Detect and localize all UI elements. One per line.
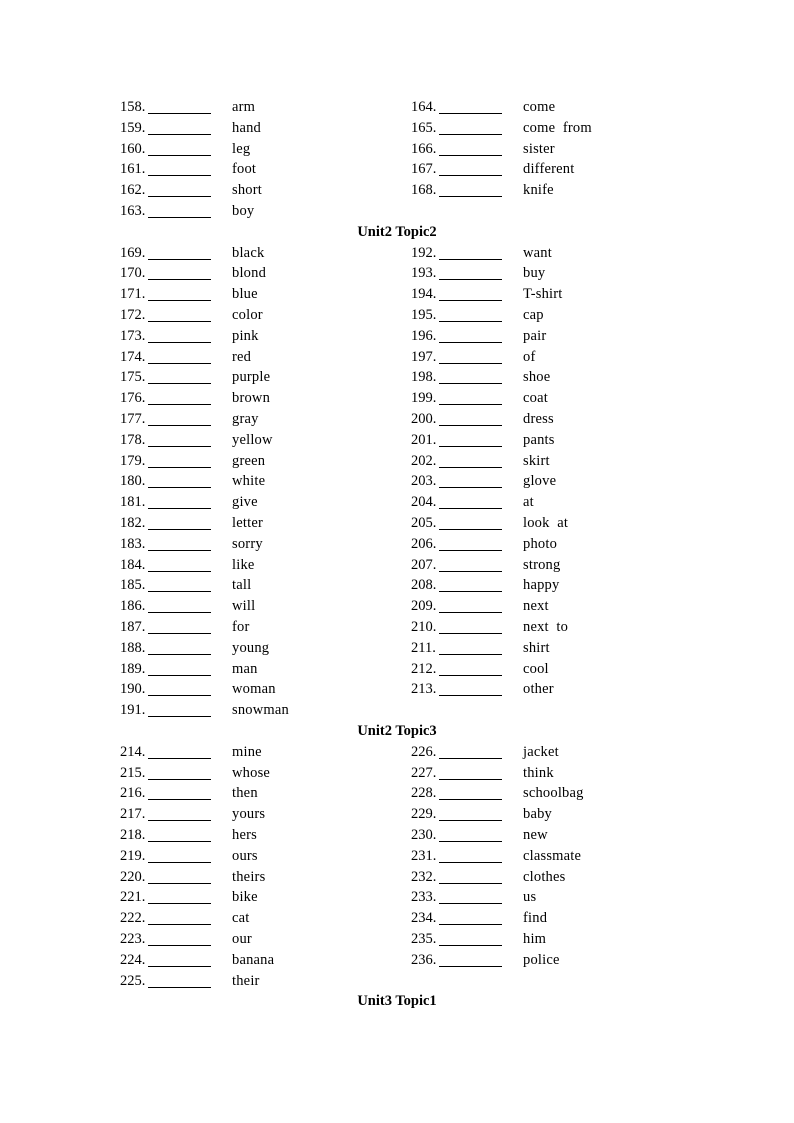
vocab-item bbox=[0, 575, 794, 596]
vocab-word: pair bbox=[523, 327, 547, 344]
answer-blank[interactable] bbox=[439, 529, 502, 530]
vocab-word: think bbox=[523, 764, 554, 781]
vocab-word: us bbox=[523, 889, 537, 906]
item-number: 163. bbox=[120, 203, 146, 219]
vocab-word: young bbox=[232, 639, 270, 656]
vocab-item bbox=[0, 243, 794, 264]
item-number: 182. bbox=[120, 515, 146, 531]
vocab-item bbox=[0, 679, 794, 700]
vocab-word: for bbox=[232, 619, 250, 635]
answer-blank[interactable] bbox=[439, 321, 502, 322]
vocab-word: pants bbox=[523, 431, 555, 448]
item-number: 171. bbox=[120, 286, 146, 303]
item-number: 204. bbox=[411, 494, 437, 511]
item-number: 166. bbox=[411, 140, 437, 157]
vocab-word: brown bbox=[232, 390, 271, 407]
vocab-word: cap bbox=[523, 307, 544, 323]
vocab-item bbox=[0, 97, 794, 118]
item-number: 203. bbox=[411, 473, 437, 490]
vocab-item bbox=[0, 118, 794, 139]
item-number: 235. bbox=[411, 931, 437, 947]
answer-blank[interactable] bbox=[439, 779, 502, 780]
vocab-item bbox=[0, 742, 794, 763]
vocab-item bbox=[0, 513, 794, 534]
vocab-word: hand bbox=[232, 119, 261, 136]
vocab-word: skirt bbox=[523, 452, 550, 469]
vocab-item bbox=[0, 804, 794, 825]
item-number: 202. bbox=[411, 452, 437, 469]
answer-blank[interactable] bbox=[439, 342, 502, 343]
vocab-word: next to bbox=[523, 619, 569, 635]
vocab-word: purple bbox=[232, 369, 271, 386]
vocab-word: their bbox=[232, 972, 260, 989]
vocab-word: like bbox=[232, 556, 255, 573]
item-number: 236. bbox=[411, 951, 437, 968]
vocab-item bbox=[0, 846, 794, 867]
vocab-word: letter bbox=[232, 515, 263, 531]
answer-blank[interactable] bbox=[439, 175, 502, 176]
vocab-item bbox=[0, 388, 794, 409]
vocab-item bbox=[0, 451, 794, 472]
answer-blank[interactable] bbox=[148, 217, 211, 218]
vocab-item bbox=[0, 783, 794, 804]
answer-blank[interactable] bbox=[439, 383, 502, 384]
vocab-word: ours bbox=[232, 847, 258, 864]
item-number: 233. bbox=[411, 889, 437, 906]
item-number: 206. bbox=[411, 535, 437, 552]
vocab-word: will bbox=[232, 598, 256, 615]
vocab-word: police bbox=[523, 951, 560, 968]
item-number: 213. bbox=[411, 681, 437, 698]
vocab-item bbox=[0, 700, 794, 721]
vocab-word: at bbox=[523, 494, 534, 511]
vocab-item bbox=[0, 908, 794, 929]
vocab-word: him bbox=[523, 931, 547, 947]
answer-blank[interactable] bbox=[439, 799, 502, 800]
item-number: 162. bbox=[120, 182, 146, 199]
vocab-word: sorry bbox=[232, 535, 263, 552]
vocab-item bbox=[0, 263, 794, 284]
vocab-item bbox=[0, 617, 794, 638]
item-number: 189. bbox=[120, 660, 146, 677]
item-number: 219. bbox=[120, 847, 146, 864]
item-number: 211. bbox=[411, 639, 436, 656]
vocab-word: jacket bbox=[523, 743, 559, 760]
item-number: 179. bbox=[120, 452, 146, 469]
item-number: 161. bbox=[120, 161, 146, 178]
item-number: 183. bbox=[120, 535, 146, 552]
vocab-word: T-shirt bbox=[523, 286, 563, 303]
item-number: 186. bbox=[120, 598, 146, 615]
answer-blank[interactable] bbox=[439, 924, 502, 925]
answer-blank[interactable] bbox=[439, 155, 502, 156]
item-number: 160. bbox=[120, 140, 146, 157]
item-number: 234. bbox=[411, 910, 437, 927]
answer-blank[interactable] bbox=[439, 113, 502, 114]
item-number: 159. bbox=[120, 119, 146, 136]
item-number: 181. bbox=[120, 494, 146, 511]
vocab-word: sister bbox=[523, 140, 555, 157]
section-heading: Unit2 Topic3 bbox=[357, 723, 437, 739]
vocab-word: theirs bbox=[232, 868, 266, 885]
answer-blank[interactable] bbox=[439, 446, 502, 447]
vocab-word: bike bbox=[232, 889, 258, 906]
answer-blank[interactable] bbox=[439, 903, 502, 904]
item-number: 195. bbox=[411, 307, 437, 323]
vocab-word: knife bbox=[523, 182, 554, 199]
answer-blank[interactable] bbox=[439, 571, 502, 572]
item-number: 198. bbox=[411, 369, 437, 386]
vocab-word: woman bbox=[232, 681, 276, 698]
vocab-item bbox=[0, 159, 794, 180]
item-number: 177. bbox=[120, 411, 146, 427]
vocab-word: yellow bbox=[232, 431, 273, 448]
answer-blank[interactable] bbox=[439, 425, 502, 426]
item-number: 205. bbox=[411, 515, 437, 531]
vocab-item bbox=[0, 825, 794, 846]
vocab-word: blond bbox=[232, 265, 267, 282]
vocab-item bbox=[0, 201, 794, 222]
vocab-item bbox=[0, 430, 794, 451]
vocab-word: yours bbox=[232, 806, 266, 823]
item-number: 194. bbox=[411, 286, 437, 303]
answer-blank[interactable] bbox=[439, 404, 502, 405]
vocab-item bbox=[0, 867, 794, 888]
answer-blank[interactable] bbox=[439, 134, 502, 135]
vocab-word: find bbox=[523, 910, 548, 927]
vocab-word: red bbox=[232, 348, 252, 365]
section-heading: Unit3 Topic1 bbox=[357, 993, 437, 1010]
vocab-word: white bbox=[232, 473, 266, 490]
item-number: 165. bbox=[411, 119, 437, 136]
vocab-word: different bbox=[523, 161, 575, 178]
vocab-word: classmate bbox=[523, 847, 582, 864]
answer-blank[interactable] bbox=[439, 279, 502, 280]
item-number: 227. bbox=[411, 764, 437, 781]
vocab-word: baby bbox=[523, 806, 552, 823]
vocab-word: other bbox=[523, 681, 554, 698]
item-number: 201. bbox=[411, 431, 437, 448]
vocab-word: come from bbox=[523, 119, 592, 136]
item-number: 214. bbox=[120, 743, 146, 760]
item-number: 216. bbox=[120, 785, 146, 802]
item-number: 190. bbox=[120, 681, 146, 698]
answer-blank[interactable] bbox=[148, 716, 211, 717]
item-number: 188. bbox=[120, 639, 146, 656]
vocab-item bbox=[0, 471, 794, 492]
vocab-item bbox=[0, 659, 794, 680]
item-number: 218. bbox=[120, 827, 146, 843]
vocab-item bbox=[0, 139, 794, 160]
item-number: 208. bbox=[411, 577, 437, 594]
item-number: 230. bbox=[411, 827, 437, 843]
vocab-item bbox=[0, 596, 794, 617]
answer-blank[interactable] bbox=[439, 196, 502, 197]
item-number: 228. bbox=[411, 785, 437, 802]
answer-blank[interactable] bbox=[439, 591, 502, 592]
answer-blank[interactable] bbox=[439, 758, 502, 759]
answer-blank[interactable] bbox=[439, 841, 502, 842]
item-number: 222. bbox=[120, 910, 146, 927]
item-number: 170. bbox=[120, 265, 146, 282]
vocab-item bbox=[0, 180, 794, 201]
item-number: 180. bbox=[120, 473, 146, 490]
item-number: 212. bbox=[411, 660, 437, 677]
vocab-item bbox=[0, 347, 794, 368]
vocab-word: snowman bbox=[232, 702, 289, 719]
vocab-item bbox=[0, 929, 794, 950]
vocab-item bbox=[0, 492, 794, 513]
vocab-item bbox=[0, 887, 794, 908]
vocab-word: leg bbox=[232, 140, 251, 157]
item-number: 167. bbox=[411, 161, 437, 178]
item-number: 174. bbox=[120, 348, 146, 365]
answer-blank[interactable] bbox=[439, 550, 502, 551]
item-number: 175. bbox=[120, 369, 146, 386]
vocab-item bbox=[0, 971, 794, 992]
item-number: 224. bbox=[120, 951, 146, 968]
item-number: 197. bbox=[411, 348, 437, 365]
answer-blank[interactable] bbox=[439, 467, 502, 468]
answer-blank[interactable] bbox=[439, 487, 502, 488]
vocab-word: mine bbox=[232, 743, 262, 760]
item-number: 217. bbox=[120, 806, 146, 823]
item-number: 184. bbox=[120, 556, 146, 573]
answer-blank[interactable] bbox=[439, 654, 502, 655]
item-number: 225. bbox=[120, 972, 146, 989]
vocab-word: strong bbox=[523, 556, 561, 573]
item-number: 185. bbox=[120, 577, 146, 594]
vocab-word: come bbox=[523, 99, 556, 115]
item-number: 226. bbox=[411, 743, 437, 760]
item-number: 168. bbox=[411, 182, 437, 199]
vocab-word: tall bbox=[232, 577, 252, 594]
vocab-word: green bbox=[232, 452, 266, 469]
vocab-item bbox=[0, 326, 794, 347]
item-number: 200. bbox=[411, 411, 437, 427]
vocab-item bbox=[0, 367, 794, 388]
vocab-word: cat bbox=[232, 910, 250, 927]
answer-blank[interactable] bbox=[439, 945, 502, 946]
item-number: 209. bbox=[411, 598, 437, 615]
answer-blank[interactable] bbox=[439, 259, 502, 260]
vocab-item bbox=[0, 534, 794, 555]
vocab-word: schoolbag bbox=[523, 785, 584, 802]
vocab-word: shirt bbox=[523, 639, 550, 656]
item-number: 231. bbox=[411, 847, 437, 864]
answer-blank[interactable] bbox=[439, 966, 502, 967]
vocab-word: whose bbox=[232, 764, 271, 781]
item-number: 158. bbox=[120, 99, 146, 115]
item-number: 193. bbox=[411, 265, 437, 282]
vocab-word: then bbox=[232, 785, 258, 802]
item-number: 172. bbox=[120, 307, 146, 323]
item-number: 187. bbox=[120, 619, 146, 635]
vocab-word: clothes bbox=[523, 868, 566, 885]
vocab-word: color bbox=[232, 307, 263, 323]
item-number: 207. bbox=[411, 556, 437, 573]
vocab-word: next bbox=[523, 598, 549, 615]
answer-blank[interactable] bbox=[439, 675, 502, 676]
item-number: 199. bbox=[411, 390, 437, 407]
vocab-item bbox=[0, 763, 794, 784]
vocab-word: pink bbox=[232, 327, 259, 344]
vocab-word: give bbox=[232, 494, 258, 511]
item-number: 191. bbox=[120, 702, 146, 719]
vocab-item bbox=[0, 284, 794, 305]
vocab-word: want bbox=[523, 244, 552, 261]
vocab-word: glove bbox=[523, 473, 557, 490]
vocab-word: of bbox=[523, 348, 536, 365]
vocab-word: hers bbox=[232, 827, 257, 843]
section-heading: Unit2 Topic2 bbox=[357, 223, 437, 240]
answer-blank[interactable] bbox=[439, 508, 502, 509]
answer-blank[interactable] bbox=[439, 300, 502, 301]
item-number: 210. bbox=[411, 619, 437, 635]
vocab-word: man bbox=[232, 660, 258, 677]
item-number: 164. bbox=[411, 99, 437, 115]
vocab-word: blue bbox=[232, 286, 258, 303]
vocab-item bbox=[0, 638, 794, 659]
vocab-word: black bbox=[232, 244, 265, 261]
vocab-word: new bbox=[523, 827, 548, 843]
item-number: 220. bbox=[120, 868, 146, 885]
vocab-item bbox=[0, 555, 794, 576]
answer-blank[interactable] bbox=[439, 612, 502, 613]
answer-blank[interactable] bbox=[439, 883, 502, 884]
item-number: 173. bbox=[120, 327, 146, 344]
item-number: 215. bbox=[120, 764, 146, 781]
item-number: 223. bbox=[120, 931, 146, 947]
vocab-item bbox=[0, 950, 794, 971]
item-number: 229. bbox=[411, 806, 437, 823]
vocab-word: cool bbox=[523, 660, 549, 677]
answer-blank[interactable] bbox=[148, 987, 211, 988]
item-number: 176. bbox=[120, 390, 146, 407]
item-number: 169. bbox=[120, 244, 146, 261]
item-number: 192. bbox=[411, 244, 437, 261]
vocab-word: short bbox=[232, 182, 262, 199]
vocab-item bbox=[0, 305, 794, 326]
vocab-word: coat bbox=[523, 390, 548, 407]
vocab-word: foot bbox=[232, 161, 257, 178]
vocab-word: shoe bbox=[523, 369, 551, 386]
vocab-word: look at bbox=[523, 515, 569, 531]
item-number: 178. bbox=[120, 431, 146, 448]
vocab-word: arm bbox=[232, 99, 256, 115]
answer-blank[interactable] bbox=[439, 695, 502, 696]
vocab-word: dress bbox=[523, 411, 554, 427]
vocab-word: boy bbox=[232, 203, 255, 219]
answer-blank[interactable] bbox=[439, 862, 502, 863]
item-number: 221. bbox=[120, 889, 146, 906]
item-number: 196. bbox=[411, 327, 437, 344]
item-number: 232. bbox=[411, 868, 437, 885]
answer-blank[interactable] bbox=[439, 633, 502, 634]
vocab-word: banana bbox=[232, 951, 275, 968]
vocab-word: our bbox=[232, 931, 252, 947]
vocab-word: gray bbox=[232, 411, 259, 427]
vocab-word: buy bbox=[523, 265, 546, 282]
answer-blank[interactable] bbox=[439, 820, 502, 821]
vocab-word: photo bbox=[523, 535, 558, 552]
answer-blank[interactable] bbox=[439, 363, 502, 364]
vocab-item bbox=[0, 409, 794, 430]
vocab-word: happy bbox=[523, 577, 560, 594]
